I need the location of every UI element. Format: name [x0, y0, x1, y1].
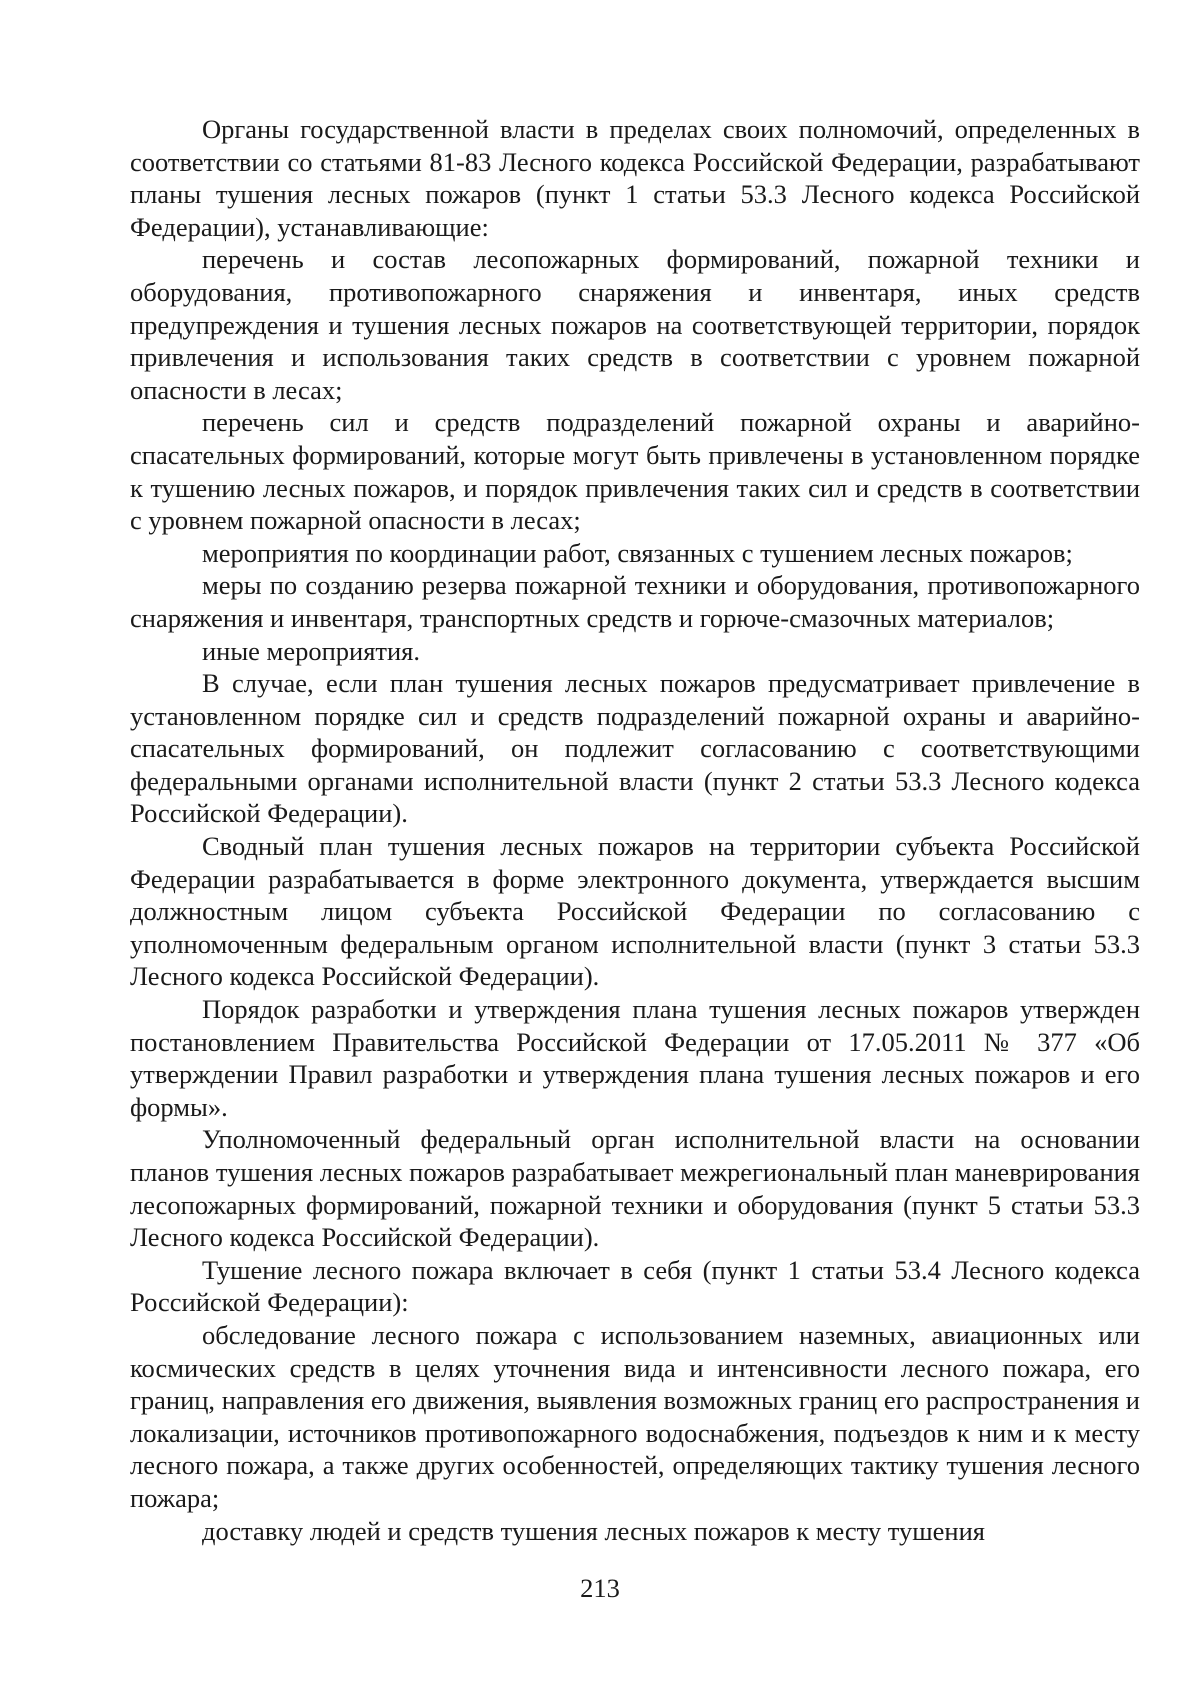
- paragraph: Тушение лесного пожара включает в себя (пункт 1 статьи 53.4 Лесного кодекса Российской Федерации):: [130, 1254, 1140, 1318]
- paragraph: меры по созданию резерва пожарной техники и оборудования, противопожарного снаряжения и инвентаря, транспортных средств и горюче-смазочных материалов;: [130, 570, 1140, 633]
- paragraph: доставку людей и средств тушения лесных пожаров к месту тушения: [202, 1515, 985, 1546]
- paragraph: перечень и состав лесопожарных формирований, пожарной техники и оборудования, противопожарного снаряжения и инвентаря, иных средств предупреждения и тушения лесных пожаров на соответствующей территории, порядок привлечения и использования таких средств в соответствии с уровнем пожарной опасности в лесах;: [130, 244, 1140, 405]
- paragraph: Сводный план тушения лесных пожаров на территории субъекта Российской Федерации разрабатывается в форме электронного документа, утверждается высшим должностным лицом субъекта Российской Федерации по согласованию с уполномоченным федеральным органом исполнительной власти (пункт 3 статьи 53.3 Лесного кодекса Российской Федерации).: [130, 831, 1140, 992]
- paragraph: Органы государственной власти в пределах своих полномочий, определенных в соответствии со статьями 81-83 Лесного кодекса Российской Федерации, разрабатывают планы тушения лесных пожаров (пункт 1 статьи 53.3 Лесного кодекса Российской Федерации), устанавливающие:: [130, 114, 1140, 242]
- paragraph: перечень сил и средств подразделений пожарной охраны и аварийно-спасательных формирований, которые могут быть привлечены в установленном порядке к тушению лесных пожаров, и порядок привлечения таких сил и средств в соответствии с уровнем пожарной опасности в лесах;: [130, 407, 1140, 536]
- paragraph: мероприятия по координации работ, связанных с тушением лесных пожаров;: [202, 537, 1073, 568]
- paragraph: Порядок разработки и утверждения плана тушения лесных пожаров утвержден постановлением Правительства Российской Федерации от 17.05.2011 № 377 «Об утверждении Правил разработки и утверждения плана тушения лесных пожаров и его формы».: [130, 994, 1140, 1122]
- paragraph: обследование лесного пожара с использованием наземных, авиационных или космических средств в целях уточнения вида и интенсивности лесного пожара, его границ, направления его движения, выявления возможных границ его распространения и локализации, источников противопожарного водоснабжения, подъездов к ним и к месту лесного пожара, а также других особенностей, определяющих тактику тушения лесного пожара;: [130, 1319, 1140, 1513]
- paragraph: В случае, если план тушения лесных пожаров предусматривает привлечение в установленном порядке сил и средств подразделений пожарной охраны и аварийно-спасательных формирований, он подлежит согласованию с соответствующими федеральными органами исполнительной власти (пункт 2 статьи 53.3 Лесного кодекса Российской Федерации).: [130, 668, 1140, 829]
- page-number: 213: [580, 1573, 620, 1603]
- document-body: [130, 113, 1140, 1547]
- paragraph: Уполномоченный федеральный орган исполнительной власти на основании планов тушения лесных пожаров разрабатывает межрегиональный план маневрирования лесопожарных формирований, пожарной техники и оборудования (пункт 5 статьи 53.3 Лесного кодекса Российской Федерации).: [130, 1124, 1140, 1253]
- paragraph: иные мероприятия.: [202, 635, 420, 666]
